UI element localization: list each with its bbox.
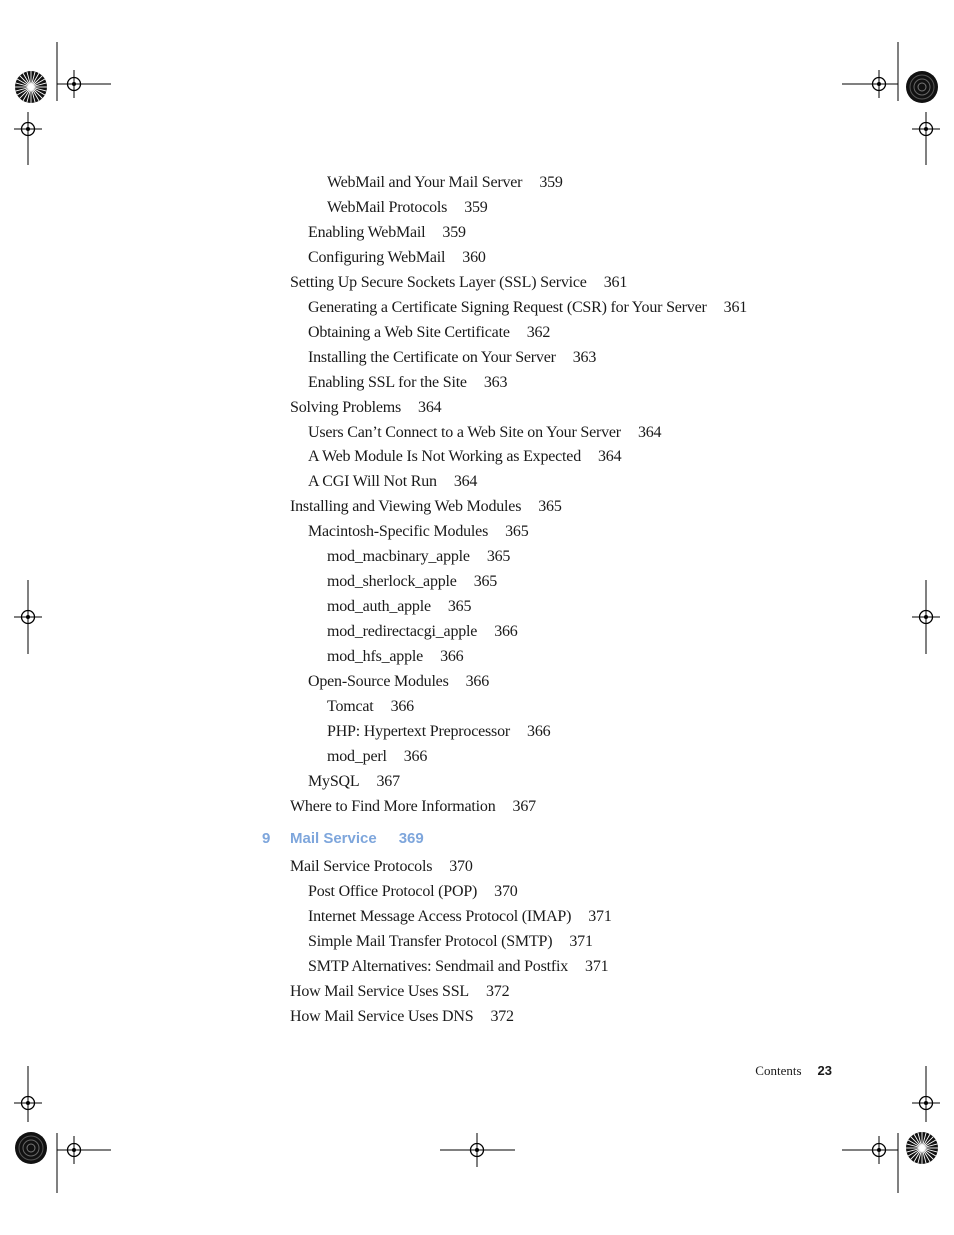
toc-entry[interactable] (290, 497, 562, 517)
footer-page-number: 23 (817, 1063, 832, 1078)
toc-entry-title: mod_macbinary_apple (327, 548, 470, 566)
toc-entry-page: 366 (527, 722, 551, 740)
toc-entry-title: MySQL (308, 772, 360, 790)
toc-entry-page: 371 (588, 907, 612, 925)
toc-entry-title: Macintosh-Specific Modules (308, 523, 489, 541)
toc-entry[interactable] (308, 672, 489, 692)
toc-entry-page: 365 (505, 523, 529, 541)
toc-entry[interactable] (308, 423, 661, 443)
toc-entry[interactable] (327, 697, 414, 717)
toc-entry[interactable] (290, 797, 536, 817)
toc-entry-page: 372 (490, 1007, 514, 1025)
toc-entry-page: 370 (449, 858, 473, 875)
toc-entry-title: SMTP Alternatives: Sendmail and Postfix (308, 957, 569, 975)
chapter-page: 369 (398, 830, 424, 847)
toc-entry-title: Mail Service Protocols (290, 858, 433, 875)
toc-entry-title: A Web Module Is Not Working as Expected (308, 448, 581, 466)
toc-entry[interactable] (308, 323, 550, 343)
toc-entry-page: 367 (376, 772, 400, 790)
toc-entry-page: 359 (442, 223, 466, 241)
toc-entry[interactable] (327, 747, 427, 767)
toc-entry-page: 360 (462, 248, 486, 266)
toc-entry-title: Obtaining a Web Site Certificate (308, 323, 510, 341)
toc-entry-title: Where to Find More Information (290, 797, 496, 815)
toc-entry-page: 366 (403, 747, 428, 765)
toc-entry-page: 359 (464, 198, 488, 216)
toc-entry[interactable] (290, 982, 509, 1002)
toc-entry[interactable] (327, 198, 488, 218)
toc-entry-title: Users Can’t Connect to a Web Site on Your Server (308, 423, 621, 441)
toc-entry[interactable] (327, 572, 497, 592)
toc-entry-title: Enabling SSL for the Site (308, 373, 467, 391)
chapter-number: 9 (262, 830, 271, 847)
toc-entry-page: 370 (494, 882, 518, 900)
toc-entry[interactable] (327, 597, 471, 617)
toc-entry[interactable] (327, 622, 518, 642)
toc-entry-title: Tomcat (327, 697, 374, 715)
toc-entry-title: Installing the Certificate on Your Server (308, 348, 556, 366)
toc-entry-title: Generating a Certificate Signing Request (CSR) for Your Server (308, 298, 707, 316)
toc-entry[interactable] (308, 472, 477, 492)
toc-entry-page: 371 (569, 932, 593, 950)
toc-entry-page: 363 (483, 373, 508, 391)
toc-entry-page: 362 (526, 323, 551, 341)
toc-entry-title: Simple Mail Transfer Protocol (SMTP) (308, 932, 553, 950)
toc-entry-title: Internet Message Access Protocol (IMAP) (308, 907, 572, 925)
toc-entry-title: PHP: Hypertext Preprocessor (327, 722, 511, 740)
toc-entry-page: 359 (539, 174, 563, 191)
toc-entry-page: 361 (603, 273, 628, 291)
toc-entry-title: mod_auth_apple (327, 598, 431, 616)
toc-entry[interactable] (290, 857, 473, 877)
toc-entry[interactable] (308, 772, 400, 792)
footer-section: Contents (755, 1063, 802, 1078)
toc-entry[interactable] (308, 957, 608, 977)
toc-entry[interactable] (308, 907, 612, 927)
toc-entry-title: WebMail and Your Mail Server (327, 174, 523, 191)
toc-entry[interactable] (308, 348, 596, 368)
toc-entry[interactable] (290, 273, 627, 293)
toc-entry[interactable] (290, 398, 441, 418)
toc-entry-page: 371 (585, 957, 609, 975)
toc-entry-page: 364 (418, 398, 442, 416)
toc-entry[interactable] (308, 248, 486, 268)
toc-entry-title: mod_perl (327, 747, 387, 765)
toc-entry-title: Configuring WebMail (308, 248, 446, 266)
toc-entry[interactable] (308, 223, 466, 243)
toc-entry[interactable] (290, 1007, 514, 1027)
toc-entry[interactable] (327, 173, 563, 193)
toc-entry-title: Setting Up Secure Sockets Layer (SSL) Service (290, 273, 587, 291)
toc-entry-title: WebMail Protocols (327, 198, 448, 216)
toc-entry-title: Installing and Viewing Web Modules (290, 498, 522, 516)
toc-entry-title: How Mail Service Uses SSL (290, 982, 469, 1000)
toc-entry-page: 366 (440, 648, 464, 666)
toc-entry-page: 361 (723, 298, 748, 316)
toc-entry-title: mod_hfs_apple (327, 648, 424, 666)
toc-entry-title: Open-Source Modules (308, 673, 449, 690)
toc-entry-page: 363 (572, 348, 597, 366)
toc-entry-page: 365 (538, 498, 562, 516)
toc-entry-title: mod_sherlock_apple (327, 573, 457, 591)
toc-entry[interactable] (308, 932, 593, 952)
toc-entry-title: Solving Problems (290, 398, 402, 416)
toc-entry-page: 367 (512, 797, 536, 815)
toc-entry[interactable] (327, 722, 550, 742)
toc-entry-title: mod_redirectacgi_apple (327, 623, 478, 641)
toc-entry-page: 365 (447, 598, 472, 616)
toc-entry-page: 365 (473, 573, 498, 591)
page-footer (755, 1062, 832, 1080)
toc-entry-page: 366 (390, 697, 414, 715)
chapter-heading[interactable] (262, 829, 424, 849)
toc-entry[interactable] (308, 882, 518, 902)
toc-entry[interactable] (308, 522, 529, 542)
toc-entry[interactable] (308, 298, 747, 318)
toc-entry-title: How Mail Service Uses DNS (290, 1007, 474, 1025)
toc-entry-page: 365 (486, 548, 511, 566)
toc-entry-page: 366 (465, 673, 490, 690)
toc-entry-title: A CGI Will Not Run (308, 473, 437, 491)
toc-entry-page: 364 (453, 473, 478, 491)
chapter-title: Mail Service (290, 830, 377, 847)
toc-entry-page: 364 (637, 423, 662, 441)
toc-entry[interactable] (327, 647, 463, 667)
toc-entry-page: 366 (494, 623, 518, 641)
toc-entry-page: 372 (486, 982, 510, 1000)
toc-entry[interactable] (308, 447, 621, 467)
toc-entry[interactable] (308, 373, 507, 393)
toc-entry-title: Post Office Protocol (POP) (308, 882, 478, 900)
toc-entry-page: 364 (598, 448, 622, 466)
toc-entry-title: Enabling WebMail (308, 223, 426, 241)
toc-entry[interactable] (327, 547, 510, 567)
